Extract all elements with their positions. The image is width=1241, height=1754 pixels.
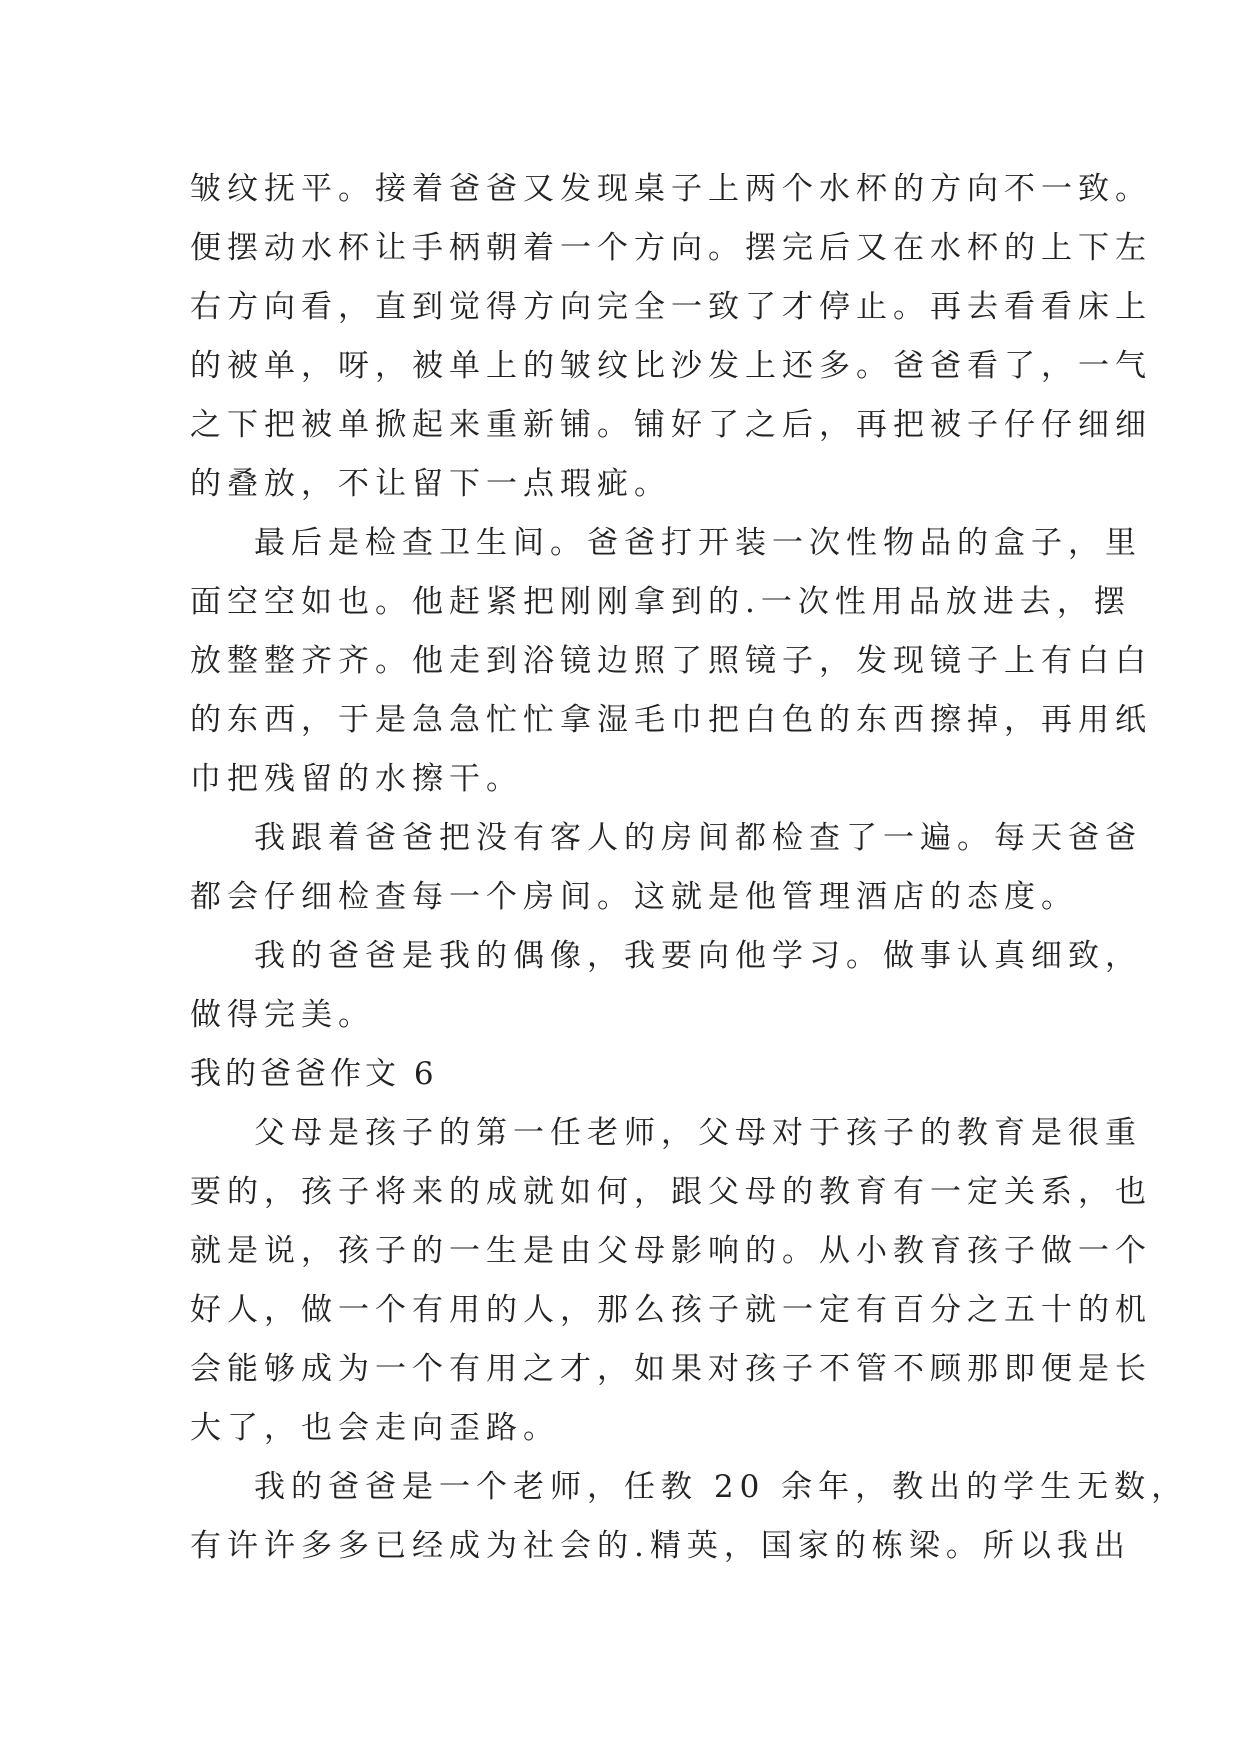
paragraph-start-line: 我的爸爸是一个老师，任教 20 余年，教出的学生无数， bbox=[254, 1469, 1189, 1505]
section-heading: 我的爸爸作文 6 bbox=[190, 1056, 438, 1092]
text-line: 会能够成为一个有用之才，如果对孩子不管不顾那即便是长 bbox=[190, 1351, 1152, 1387]
paragraph-start-line: 我跟着爸爸把没有客人的房间都检查了一遍。每天爸爸 bbox=[254, 820, 1142, 856]
paragraph-start-line: 最后是检查卫生间。爸爸打开装一次性物品的盒子，里 bbox=[254, 525, 1142, 561]
paragraph-start-line: 我的爸爸是我的偶像，我要向他学习。做事认真细致， bbox=[254, 938, 1142, 974]
text-line: 都会仔细检查每一个房间。这就是他管理酒店的态度。 bbox=[190, 879, 1078, 915]
text-line: 面空空如也。他赶紧把刚刚拿到的.一次性用品放进去，摆 bbox=[190, 584, 1131, 620]
text-line: 皱纹抚平。接着爸爸又发现桌子上两个水杯的方向不一致。 bbox=[190, 171, 1152, 207]
text-line: 的叠放，不让留下一点瑕疵。 bbox=[190, 466, 671, 502]
text-line: 巾把残留的水擦干。 bbox=[190, 761, 523, 797]
text-line: 之下把被单掀起来重新铺。铺好了之后，再把被子仔仔细细 bbox=[190, 407, 1152, 443]
text-line: 大了，也会走向歪路。 bbox=[190, 1410, 560, 1446]
text-line: 就是说，孩子的一生是由父母影响的。从小教育孩子做一个 bbox=[190, 1233, 1152, 1269]
text-line: 放整整齐齐。他走到浴镜边照了照镜子，发现镜子上有白白 bbox=[190, 643, 1152, 679]
text-line: 要的，孩子将来的成就如何，跟父母的教育有一定关系，也 bbox=[190, 1174, 1152, 1210]
paragraph-start-line: 父母是孩子的第一任老师，父母对于孩子的教育是很重 bbox=[254, 1115, 1142, 1151]
text-line: 的被单，呀，被单上的皱纹比沙发上还多。爸爸看了，一气 bbox=[190, 348, 1152, 384]
text-line: 做得完美。 bbox=[190, 997, 375, 1033]
document-body bbox=[190, 160, 1189, 1576]
text-line: 有许许多多已经成为社会的.精英，国家的栋梁。所以我出 bbox=[190, 1528, 1131, 1564]
text-line: 右方向看，直到觉得方向完全一致了才停止。再去看看床上 bbox=[190, 289, 1152, 325]
text-line: 的东西，于是急急忙忙拿湿毛巾把白色的东西擦掉，再用纸 bbox=[190, 702, 1152, 738]
text-line: 好人，做一个有用的人，那么孩子就一定有百分之五十的机 bbox=[190, 1292, 1152, 1328]
text-line: 便摆动水杯让手柄朝着一个方向。摆完后又在水杯的上下左 bbox=[190, 230, 1152, 266]
